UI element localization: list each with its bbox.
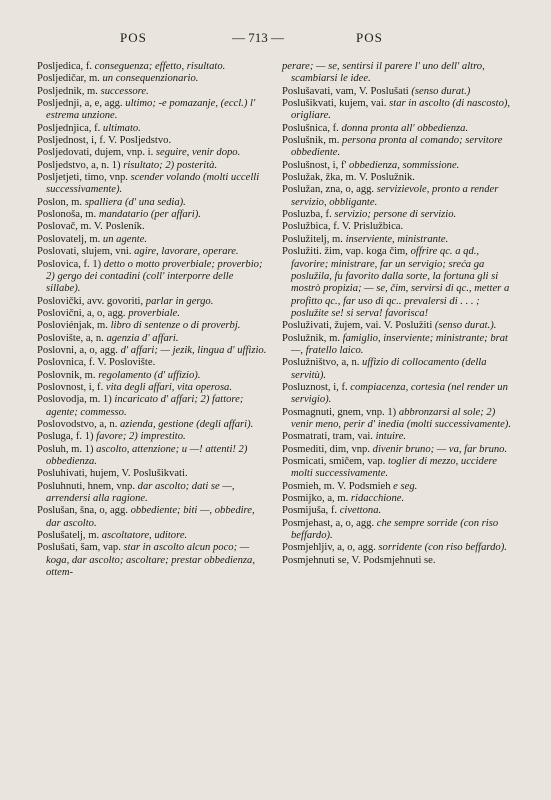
entry-headword: Posmjehast, a, o, agg. (282, 517, 377, 529)
entry-definition: obbedienza, sommissione. (348, 159, 460, 171)
dictionary-entry (37, 444, 270, 469)
entry-definition: toglier di mezzo, uccidere molti successivamente. (291, 456, 497, 480)
entry-headword: Poslon, m. (37, 196, 85, 208)
dictionary-entry (37, 296, 270, 308)
entry-definition: favore; 2) imprestito. (96, 431, 186, 443)
entry-definition: libro di sentenze o di proverbj. (110, 320, 241, 332)
dictionary-entry (282, 160, 515, 172)
entry-headword: Posmjehnuti se, V. Podsmjehnuti se. (282, 554, 436, 566)
entry-definition: (senso durat.) (411, 85, 471, 97)
entry-headword: Poslovnica, f. V. Poslovište. (37, 357, 156, 369)
page-number: — 713 — (232, 30, 284, 45)
dictionary-entry (282, 221, 515, 233)
entry-headword: Posluga, f. 1) (37, 431, 97, 443)
entry-headword: Posluhivati, hujem, V. Poslušikvati. (37, 468, 188, 480)
dictionary-entry (282, 86, 515, 98)
dictionary-entry (37, 86, 270, 98)
dictionary-entry (282, 209, 515, 221)
entry-definition: spalliera (d' una sedia). (84, 196, 186, 208)
entry-definition: persona pronta al comando; servitore obbediente. (291, 135, 503, 159)
entry-headword: Poslušati, šam, vap. (37, 542, 124, 554)
dictionary-entry (37, 419, 270, 431)
dictionary-entry (282, 542, 515, 554)
entry-definition: agire, lavorare, operare. (134, 246, 239, 258)
dictionary-entry (37, 160, 270, 172)
dictionary-entry (37, 73, 270, 85)
dictionary-entry (282, 333, 515, 358)
dictionary-entry (37, 542, 270, 579)
entry-headword: Posluzba, f. (282, 209, 335, 221)
entry-headword: Poslovodstvo, a, n. (37, 418, 120, 430)
entry-headword: Posmijuša, f. (282, 505, 340, 517)
dictionary-entry (37, 234, 270, 246)
entry-headword: Poslužbica, f. V. Prislužbica. (282, 221, 404, 233)
entry-headword: Posmediti, dim, vnp. (282, 443, 373, 455)
dictionary-entry (37, 468, 270, 480)
dictionary-entry (37, 123, 270, 135)
dictionary-entry (37, 61, 270, 73)
entry-headword: Poslušavati, vam, V. Poslušati (282, 85, 412, 97)
dictionary-entry (282, 98, 515, 123)
entry-headword: Poslušnost, i, f' (282, 159, 349, 171)
entry-definition: proverbiale. (128, 307, 180, 319)
entry-definition: e seg. (393, 480, 418, 492)
entry-headword: Posmagnuti, gnem, vnp. 1) (282, 406, 399, 418)
entry-headword: Poslovnik, m. (37, 369, 99, 381)
entry-definition: inserviente, ministrante. (345, 233, 449, 245)
entry-definition: parlar in gergo. (145, 295, 214, 307)
page-header (0, 30, 551, 50)
entry-headword: Poslovički, avv. govoriti, (37, 295, 146, 307)
dictionary-entry (282, 184, 515, 209)
left-column (37, 61, 270, 579)
entry-headword: Poslovni, a, o, agg. (37, 344, 121, 356)
entry-headword: Posljednik, m. (37, 85, 101, 97)
dictionary-entry (37, 197, 270, 209)
entry-definition: mandatario (per affari). (98, 209, 201, 221)
dictionary-entry (37, 370, 270, 382)
dictionary-entry (282, 172, 515, 184)
entry-headword: Posljednji, a, e, agg. (37, 98, 126, 110)
entry-headword: Posljedstvo, a, n. 1) (37, 159, 124, 171)
entry-definition: un agente. (102, 233, 148, 245)
entry-headword: Posluživati, žujem, vai. V. Poslužiti (282, 320, 435, 332)
entry-headword: Poslovični, a, o, agg. (37, 307, 129, 319)
dictionary-entry (282, 357, 515, 382)
dictionary-entry (37, 209, 270, 221)
entry-definition: offrire qc. a qd., favorire; ministrare, far un servigio; sreća ga poslužila, fu favorito dalla sorte, la fortuna gli si mostrò propizia; — se, čim, servirsi di qc., metter a profitto qc., far uso di qc.. prevalersi di . . . ; poslužite se! si serva! favorisca! (291, 246, 510, 319)
entry-definition: servizievole, pronto a render servizio, obbligante. (291, 184, 499, 208)
entry-headword: Poslovica, f. 1) (37, 258, 104, 270)
entry-headword: Posluhnuti, hnem, vnp. (37, 480, 138, 492)
dictionary-entry (37, 345, 270, 357)
dictionary-entry (282, 481, 515, 493)
entry-definition: azienda, gestione (degli affari). (120, 418, 254, 430)
entry-headword: Posluh, m. 1) (37, 443, 97, 455)
dictionary-entry (282, 123, 515, 135)
entry-headword: Posljedičar, m. (37, 73, 103, 85)
entry-definition: civettona. (339, 505, 382, 517)
dictionary-entry (282, 493, 515, 505)
entry-headword: Posljednjica, f. (37, 122, 103, 134)
dictionary-entry (37, 320, 270, 332)
entry-definition: (senso durat.). (434, 320, 497, 332)
entry-definition: servizio; persone di servizio. (334, 209, 457, 221)
entry-headword: Posmatrati, tram, vai. (282, 431, 376, 443)
entry-definition: seguire, venir dopo. (155, 147, 241, 159)
entry-definition: ascoltatore, uditore. (101, 530, 188, 542)
entry-headword: Posljetjeti, timo, vnp. (37, 172, 131, 184)
entry-definition: regolamento (d' uffizio). (98, 369, 201, 381)
entry-headword: Posmieh, m. V. Podsmieh (282, 480, 394, 492)
dictionary-entry (37, 98, 270, 123)
dictionary-entry (282, 407, 515, 432)
dictionary-entry (37, 357, 270, 369)
entry-headword: Posluznost, i, f. (282, 381, 351, 393)
dictionary-entry (37, 505, 270, 530)
entry-headword: Poslovodja, m. 1) (37, 394, 115, 406)
header-left-guideword: POS (120, 30, 147, 45)
dictionary-entry (282, 61, 515, 86)
entry-headword: Poslužiti. žim, vap. koga čim, (282, 246, 411, 258)
entry-headword: Poslužnik, m. (282, 332, 343, 344)
entry-headword: Poslušatelj, m. (37, 530, 102, 542)
entry-headword: Poslužan, zna, o, agg. (282, 184, 377, 196)
dictionary-entry (282, 431, 515, 443)
entry-definition: ascolto, attenzione; u —! attenti! 2) obbedienza. (46, 443, 248, 467)
dictionary-entry (282, 234, 515, 246)
entry-definition: sorridente (con riso beffardo). (378, 542, 507, 554)
entry-definition: incaricato d' affari; 2) fattore; agente; commesso. (46, 394, 244, 418)
entry-definition: obbediente; biti —, obbedire, dar ascolto. (46, 505, 255, 529)
entry-definition: ultimato. (102, 122, 141, 134)
dictionary-entry (37, 382, 270, 394)
entry-definition: vita degli affari, vita operosa. (105, 381, 233, 393)
entry-headword: Poslušnik, m. (282, 135, 343, 147)
dictionary-entry (37, 431, 270, 443)
entry-headword: Posljedovati, dujem, vnp. i. (37, 147, 156, 159)
dictionary-entry (37, 530, 270, 542)
dictionary-entry (37, 481, 270, 506)
entry-definition: successore. (100, 85, 149, 97)
entry-headword: Poslonoša, m. (37, 209, 99, 221)
entry-headword: Poslužak, žka, m. V. Poslužnik. (282, 172, 415, 184)
entry-definition: divenir bruno; — va, far bruno. (372, 443, 508, 455)
dictionary-entry (37, 394, 270, 419)
entry-definition: un consequenzionario. (102, 73, 199, 85)
entry-headword: Poslušikvati, kujem, vai. (282, 98, 390, 110)
entry-headword: Poslovatelj, m. (37, 233, 103, 245)
dictionary-entry (37, 333, 270, 345)
dictionary-entry (282, 555, 515, 567)
entry-definition: ridacchione. (350, 493, 405, 505)
entry-definition: agenzia d' affari. (106, 332, 179, 344)
entry-headword: Posloviénjak, m. (37, 320, 111, 332)
header-right-guideword: POS (356, 30, 383, 45)
entry-headword: Posmjehljiv, a, o, agg. (282, 542, 379, 554)
entry-headword: Poslušnica, f. (282, 122, 342, 134)
dictionary-entry (37, 221, 270, 233)
dictionary-entry (37, 135, 270, 147)
entry-definition: abbronzarsi al sole; 2) venir meno, perir d' inedia (molti successivamente). (291, 406, 511, 430)
entry-headword: Posljedica, f. (37, 61, 95, 72)
entry-definition: donna pronta all' obbedienza. (341, 122, 469, 134)
entry-headword: Posmicati, smičem, vap. (282, 456, 388, 467)
entry-headword: Poslužništvo, a, n. (282, 357, 363, 369)
entry-definition: uffizio di collocamento (della servitù). (291, 357, 487, 381)
entry-headword: Posljednost, i, f. V. Posljedstvo. (37, 135, 172, 147)
entry-headword: Poslovište, a, n. (37, 332, 107, 344)
entry-headword: Poslužitelj, m. (282, 233, 346, 245)
entry-definition: risultato; 2) posterità. (123, 159, 218, 171)
dictionary-entry (282, 135, 515, 160)
entry-definition: star in ascolto (di nascosto), origliare. (291, 98, 511, 122)
dictionary-entry (282, 518, 515, 543)
entry-definition: compiacenza, cortesia (nel render un servigio). (291, 381, 508, 406)
entry-definition: detto o motto proverbiale; proverbio; 2) gergo dei contadini (coll' interporre delle sillabe). (46, 258, 263, 295)
entry-headword: Poslušan, šna, o, agg. (37, 505, 131, 517)
dictionary-entry (282, 382, 515, 407)
entry-headword: Poslovati, slujem, vni. (37, 246, 135, 258)
entry-definition: dar ascolto; dati se —, arrendersi alla ragione. (46, 480, 235, 505)
dictionary-entry (37, 172, 270, 197)
dictionary-entry (37, 259, 270, 296)
entry-definition: intuire. (375, 431, 407, 443)
dictionary-entry (37, 308, 270, 320)
entry-definition: star in ascolto alcun poco; — koga, dar ascolto; ascoltare; prestar obbedienza, ottem- (46, 542, 256, 579)
entry-headword: Poslovnost, i, f. (37, 381, 106, 393)
entry-definition: ultimo; -e pomazanje, (eccl.) l' estrema unzione. (46, 98, 256, 122)
dictionary-entry (282, 456, 515, 481)
dictionary-entry (37, 246, 270, 258)
entry-definition: famiglio, inserviente; ministrante; brat —, fratello laico. (291, 332, 508, 356)
dictionary-entry (282, 246, 515, 320)
entry-headword: Poslovač, m. V. Posleník. (37, 221, 145, 233)
entry-definition: conseguenza; effetto, risultato. (94, 61, 226, 72)
entry-definition: che sempre sorride (con riso beffardo). (291, 517, 499, 542)
entry-definition: d' affari; — jezik, lingua d' uffizio. (120, 344, 267, 356)
entry-headword: Posmijko, a, m. (282, 493, 351, 505)
dictionary-entry (282, 505, 515, 517)
right-column (282, 61, 515, 567)
dictionary-entry (282, 320, 515, 332)
dictionary-entry (37, 147, 270, 159)
entry-definition: perare; — se, sentirsi il parere l' uno dell' altro, scambiarsi le idee. (282, 61, 485, 85)
entry-definition: scender volando (molti uccelli successivamente). (46, 172, 260, 196)
dictionary-entry (282, 444, 515, 456)
